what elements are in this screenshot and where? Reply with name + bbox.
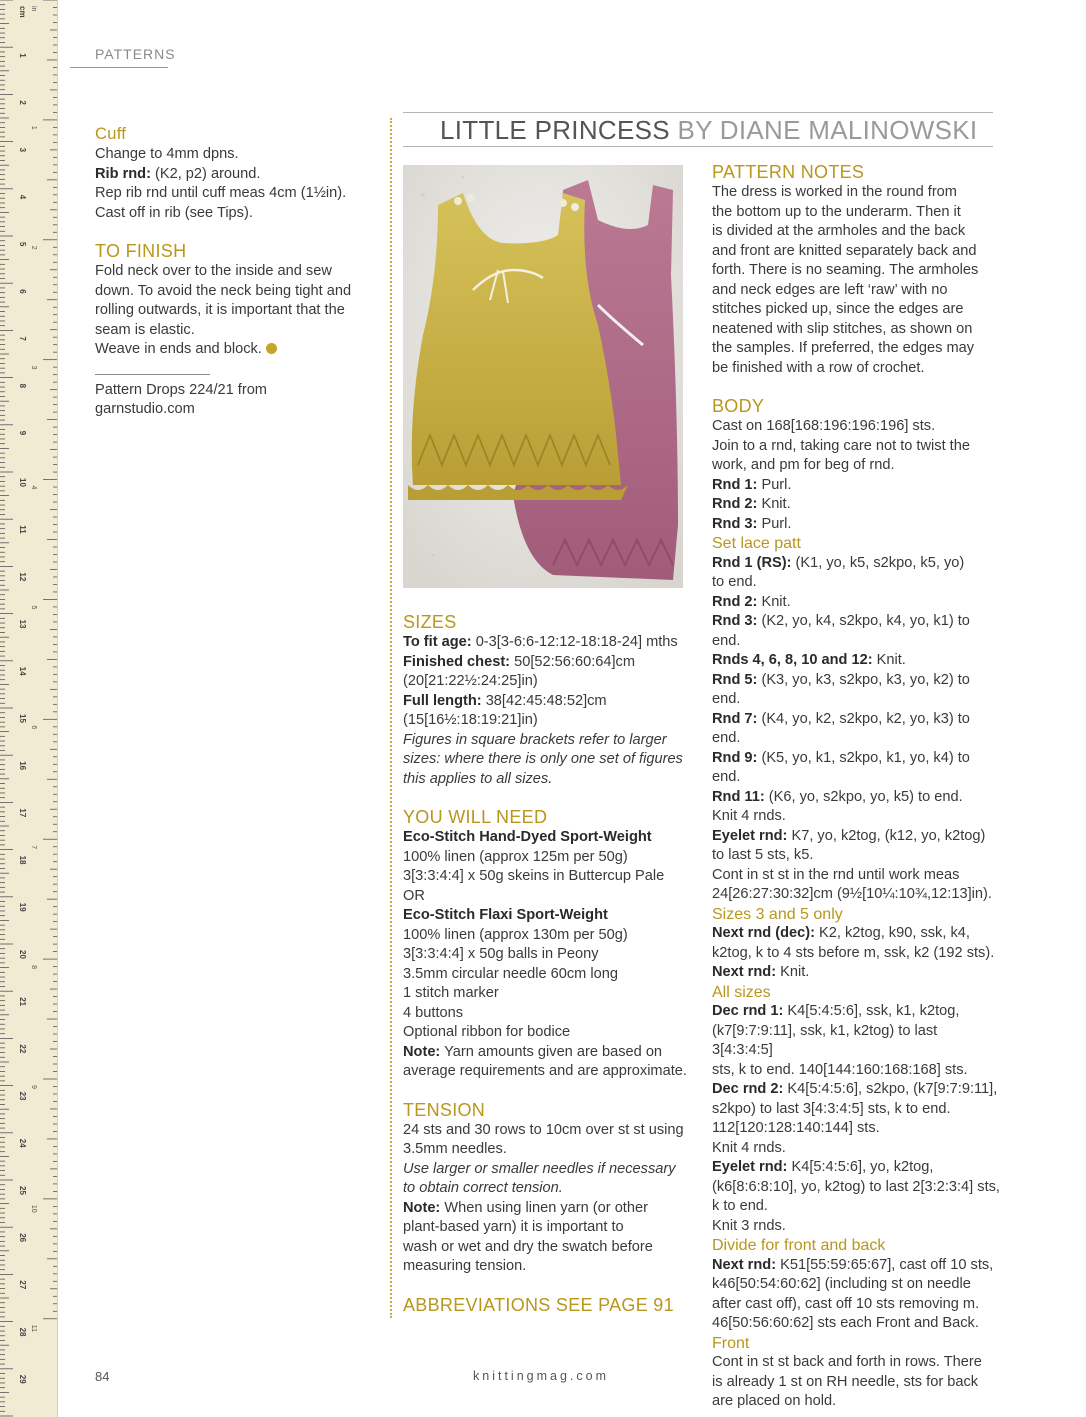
pattern-title: LITTLE PRINCESS BY DIANE MALINOWSKI	[440, 115, 978, 145]
text-line: Rnd 3: (K2, yo, k4, s2kpo, k4, yo, k1) to end.	[712, 613, 970, 649]
text-line: Rnd 5: (K3, yo, k3, s2kpo, k3, yo, k2) to end.	[712, 671, 970, 707]
text-line: Rnd 1: Purl.	[712, 476, 792, 493]
ruler-cm-label: 9	[18, 430, 27, 436]
right-column	[712, 161, 1002, 1412]
text-line: Rnd 1 (RS): (K1, yo, k5, s2kpo, k5, yo)	[712, 554, 965, 571]
ruler-cm-label: 7	[18, 336, 27, 341]
ruler-cm-label: 10	[18, 478, 27, 487]
text-line: 4 buttons	[403, 1004, 464, 1021]
body-heading: BODY	[712, 396, 765, 416]
text-line: the samples. If preferred, the edges may	[712, 340, 975, 356]
ruler-cm-label: 16	[18, 761, 27, 771]
text-line: stitches picked up, since the edges are	[712, 301, 964, 317]
text-line: Weave in ends and block.	[95, 340, 375, 360]
ruler-cm-label: 22	[18, 1044, 27, 1054]
text-line: Rnd 11: (K6, yo, s2kpo, yo, k5) to end.	[712, 788, 963, 805]
text-line: Knit 3 rnds.	[712, 1217, 786, 1234]
text-line: Rib rnd: (K2, p2) around.	[95, 165, 261, 182]
ruler-cm-label: 14	[18, 666, 27, 676]
text-line: be finished with a row of crochet.	[712, 359, 925, 376]
text-line: Rep rib rnd until cuff meas 4cm (1½in).	[95, 185, 347, 201]
text-line: work, and pm for beg of rnd.	[712, 457, 895, 473]
column-divider	[390, 118, 392, 1318]
text-line: 112[120:128:140:144] sts.	[712, 1120, 880, 1136]
text-line: k2tog, k to 4 sts before m, ssk, k2 (192 sts).	[712, 944, 995, 961]
text-line: Next rnd: K51[55:59:65:67], cast off 10 sts,	[712, 1256, 994, 1273]
subheading: All sizes	[712, 983, 771, 1001]
text-line: The dress is worked in the round from	[712, 184, 957, 200]
text-line: sizes: where there is only one set of figures	[403, 751, 683, 767]
ruler-inch-label: 11	[30, 1324, 37, 1333]
ruler-cm-label: 29	[18, 1374, 27, 1384]
ruler-inch-label: 5	[30, 605, 37, 610]
text-line: Dec rnd 2: K4[5:4:5:6], s2kpo, (k7[9:7:9:11],	[712, 1081, 998, 1097]
text-line: Eco-Stitch Hand-Dyed Sport-Weight	[403, 829, 652, 845]
text-line: (15[16½:18:19:21]in)	[403, 712, 538, 728]
page-number: 84	[95, 1369, 110, 1384]
ruler-cm-label: 8	[18, 383, 27, 389]
text-line: seam is elastic.	[95, 321, 195, 338]
text-line: Figures in square brackets refer to larger	[403, 731, 667, 748]
text-line: sts, k to end. 140[144:160:168:168] sts.	[712, 1061, 968, 1078]
text-line: Eco-Stitch Flaxi Sport-Weight	[403, 907, 608, 923]
text-line: (k7[9:7:9:11], ssk, k1, k2tog) to last 3[4:3:4:5]	[712, 1022, 938, 1058]
text-line: this applies to all sizes.	[403, 770, 553, 787]
ruler-inch-label: 6	[30, 725, 37, 730]
to-finish-heading: TO FINISH	[95, 241, 187, 261]
ruler-cm-label: 19	[18, 902, 27, 912]
ruler-cm-label: 25	[18, 1186, 27, 1195]
text-line: 24[26:27:30:32]cm (9½[10¼:10¾,12:13]in).	[712, 886, 992, 902]
text-line: Rnd 9: (K5, yo, k1, s2kpo, k1, yo, k4) to end.	[712, 749, 970, 785]
text-line: s2kpo) to last 3[4:3:4:5] sts, k to end.	[712, 1100, 951, 1117]
source-line: garnstudio.com	[95, 401, 195, 417]
text-line: Join to a rnd, taking care not to twist the	[712, 437, 970, 454]
divider	[95, 374, 210, 375]
cuff-heading: Cuff	[95, 125, 127, 143]
measuring-ruler	[0, 0, 58, 1417]
yarn-ball-icon	[266, 343, 277, 354]
ruler-cm-label: 6	[18, 289, 27, 294]
title-rule-bottom	[403, 146, 993, 147]
title-rule-top	[403, 112, 993, 113]
text-line: 24 sts and 30 rows to 10cm over st st using	[403, 1121, 684, 1138]
ruler-cm-label: 11	[18, 525, 27, 534]
text-line: 1 stitch marker	[403, 985, 499, 1001]
left-column	[95, 123, 375, 420]
subheading: Divide for front and back	[712, 1237, 886, 1254]
sizes-heading: SIZES	[403, 612, 457, 632]
text-line: forth. There is no seaming. The armholes	[712, 262, 979, 278]
ruler-cm-label: 18	[18, 855, 27, 865]
ruler-cm-label: 3	[18, 147, 27, 153]
ruler-cm-label: 1	[18, 53, 27, 58]
text-line: is divided at the armholes and the back	[712, 223, 966, 239]
section-tag-underline	[70, 67, 168, 68]
text-line: rolling outwards, it is important that the	[95, 302, 345, 318]
text-line: Note: Yarn amounts given are based on	[403, 1043, 663, 1060]
subheading: Set lace patt	[712, 535, 801, 552]
text-line: plant-based yarn) it is important to	[403, 1219, 624, 1235]
ruler-inch-label: 8	[30, 965, 37, 970]
tension-heading: TENSION	[403, 1099, 486, 1120]
text-line: Finished chest: 50[52:56:60:64]cm	[403, 653, 635, 670]
text-line: to end.	[712, 574, 757, 590]
ruler-inch-label: 9	[30, 1084, 37, 1089]
text-line: (k6[8:6:8:10], yo, k2tog) to last 2[3:2:3:4] sts,	[712, 1178, 1000, 1195]
text-line: (20[21:22½:24:25]in)	[403, 673, 538, 689]
ruler-cm-label: 26	[18, 1233, 27, 1243]
text-line: Cont in st st back and forth in rows. There	[712, 1354, 982, 1370]
text-line: average requirements and are approximate.	[403, 1063, 687, 1079]
text-line: Cont in st st in the rnd until work meas	[712, 866, 960, 883]
section-tag: PATTERNS	[95, 46, 176, 62]
text-line: Fold neck over to the inside and sew	[95, 263, 332, 279]
site-url: knittingmag.com	[473, 1369, 610, 1383]
subheading: Front	[712, 1334, 750, 1352]
text-line: Knit 4 rnds.	[712, 808, 786, 824]
ruler-inch-label: in	[30, 6, 37, 12]
text-line: Cast on 168[168:196:196:196] sts.	[712, 418, 936, 434]
ruler-inch-label: 2	[30, 245, 37, 250]
ruler-inch-label: 3	[30, 365, 37, 370]
subheading: Sizes 3 and 5 only	[712, 905, 843, 923]
text-line: OR	[403, 887, 425, 904]
ruler-cm-label: 2	[18, 100, 27, 105]
text-line: neatened with slip stitches, as shown on	[712, 320, 973, 337]
text-line: Use larger or smaller needles if necessary	[403, 1160, 676, 1177]
text-line: Full length: 38[42:45:48:52]cm	[403, 692, 607, 709]
text-line: Note: When using linen yarn (or other	[403, 1199, 648, 1216]
text-line: wash or wet and dry the swatch before	[403, 1238, 653, 1255]
ruler-cm-label: 21	[18, 997, 27, 1007]
text-line: Rnds 4, 6, 8, 10 and 12: Knit.	[712, 652, 906, 668]
text-line: Next rnd: Knit.	[712, 964, 810, 980]
text-line: and front are knitted separately back and	[712, 242, 977, 259]
text-line: 3.5mm circular needle 60cm long	[403, 965, 618, 982]
ruler-cm-label: 5	[18, 242, 27, 247]
text-line: 3[3:3:4:4] x 50g balls in Peony	[403, 946, 599, 962]
ruler-inch-label: 4	[30, 485, 37, 490]
ruler-cm-label: 23	[18, 1091, 27, 1101]
middle-column	[403, 611, 693, 1316]
text-line: 100% linen (approx 125m per 50g)	[403, 848, 628, 865]
ruler-cm-label: 20	[18, 950, 27, 959]
ruler-cm-label: 28	[18, 1327, 27, 1337]
text-line: the bottom up to the underarm. Then it	[712, 203, 961, 220]
text-line: 100% linen (approx 130m per 50g)	[403, 926, 628, 943]
ruler-inch-label: 10	[30, 1204, 37, 1213]
you-will-need-heading: YOU WILL NEED	[403, 807, 548, 827]
text-line: Eyelet rnd: K7, yo, k2tog, (k12, yo, k2tog)	[712, 827, 986, 844]
pattern-notes-heading: PATTERN NOTES	[712, 162, 865, 182]
text-line: To fit age: 0-3[3-6:6-12:12-18:18-24] mths	[403, 634, 678, 650]
text-line: 3.5mm needles.	[403, 1141, 507, 1157]
text-line: to last 5 sts, k5.	[712, 847, 814, 863]
ruler-cm-label: 4	[18, 194, 27, 200]
text-line: 46[50:56:60:62] sts each Front and Back.	[712, 1315, 979, 1331]
text-line: Cast off in rib (see Tips).	[95, 204, 253, 221]
text-line: 3[3:3:4:4] x 50g skeins in Buttercup Pale	[403, 868, 665, 884]
text-line: Rnd 2: Knit.	[712, 496, 791, 512]
text-line: measuring tension.	[403, 1258, 527, 1274]
ruler-cm-label: 27	[18, 1280, 27, 1290]
ruler-cm-label: 12	[18, 572, 27, 582]
ruler-cm-label: 15	[18, 714, 27, 723]
text-line: after cast off), cast off 10 sts removing m.	[712, 1295, 980, 1312]
text-line: Dec rnd 1: K4[5:4:5:6], ssk, k1, k2tog,	[712, 1003, 960, 1019]
text-line: Eyelet rnd: K4[5:4:5:6], yo, k2tog,	[712, 1159, 934, 1175]
text-line: k46[50:54:60:62] (including st on needle	[712, 1276, 971, 1292]
source-line: Pattern Drops 224/21 from	[95, 381, 267, 398]
ruler-graphic	[0, 0, 57, 1417]
text-line: to obtain correct tension.	[403, 1180, 563, 1196]
abbreviations-heading: ABBREVIATIONS SEE PAGE 91	[403, 1294, 674, 1315]
text-line: are placed on hold.	[712, 1393, 837, 1409]
text-line: Change to 4mm dpns.	[95, 146, 239, 162]
ruler-cm-label: cm	[18, 6, 27, 18]
ruler-cm-label: 13	[18, 619, 27, 629]
text-line: k to end.	[712, 1198, 768, 1214]
text-line: Rnd 3: Purl.	[712, 515, 792, 532]
text-line: down. To avoid the neck being tight and	[95, 282, 352, 299]
text-line: is already 1 st on RH needle, sts for back	[712, 1373, 979, 1390]
text-line: Rnd 2: Knit.	[712, 593, 791, 610]
knitted-dresses-image	[403, 165, 683, 588]
ruler-inch-label: 7	[30, 845, 37, 850]
ruler-inch-label: 1	[30, 125, 37, 130]
ruler-cm-label: 24	[18, 1138, 27, 1148]
text-line: Rnd 7: (K4, yo, k2, s2kpo, k2, yo, k3) to end.	[712, 710, 970, 746]
text-line: and neck edges are left ‘raw’ with no	[712, 281, 948, 298]
text-line: Optional ribbon for bodice	[403, 1024, 571, 1040]
text-line: Next rnd (dec): K2, k2tog, k90, ssk, k4,	[712, 925, 970, 941]
dress-photo	[403, 165, 683, 588]
ruler-cm-label: 17	[18, 808, 27, 818]
text-line: Knit 4 rnds.	[712, 1139, 786, 1156]
